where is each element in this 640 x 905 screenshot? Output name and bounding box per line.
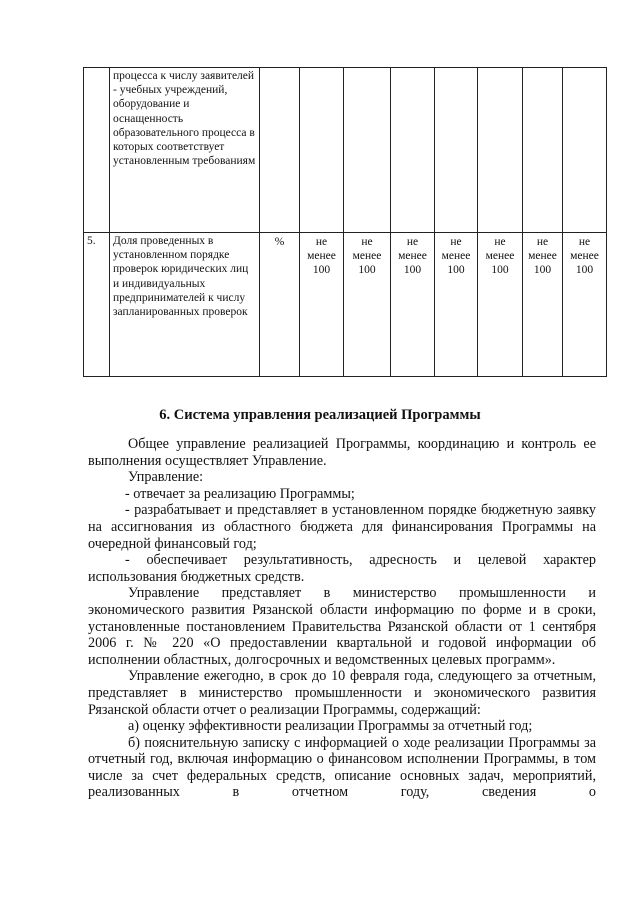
- section-body: [88, 436, 596, 801]
- section-title: 6. Система управления реализацией Программы: [159, 407, 481, 423]
- paragraph: а) оценку эффективности реализации Программы за отчетный год;: [128, 718, 533, 735]
- table-row: [84, 68, 607, 233]
- value-cell: не менее 100: [563, 233, 607, 377]
- indicator-name: процесса к числу заявителей - учебных учреждений, оборудование и оснащенность образовательного процесса в которых соответствует установленным требованиям: [110, 68, 260, 233]
- paragraph: - разрабатывает и представляет в установленном порядке бюджетную заявку на ассигнования из областного бюджета для финансирования Программы на очередной финансовый год;: [88, 502, 596, 552]
- value-cell: [300, 68, 344, 233]
- indicators-table: [83, 67, 607, 377]
- value-cell: не менее 100: [435, 233, 478, 377]
- indicator-unit: [260, 68, 300, 233]
- paragraph: - отвечает за реализацию Программы;: [125, 485, 355, 502]
- paragraph: б) пояснительную записку с информацией о ходе реализации Программы за отчетный год, включая информацию о финансовом исполнении Программы, в том числе за счет федеральных средств, описание основных задач, мероприятий, реализованных в отчетном году, сведения о: [88, 734, 596, 801]
- paragraph: Общее управление реализацией Программы, координацию и контроль ее выполнения осуществляет Управление.: [88, 436, 596, 469]
- value-cell: не менее 100: [391, 233, 435, 377]
- paragraph: - обеспечивает результативность, адресность и целевой характер использования бюджетных средств.: [88, 552, 596, 585]
- value-cell: не менее 100: [478, 233, 523, 377]
- row-number: [84, 68, 110, 233]
- paragraph: Управление представляет в министерство промышленности и экономического развития Рязанской области информацию по форме и в сроки, установленные постановлением Правительства Рязанской области от 1 сентября 2006 г. № 220 «О предоставлении квартальной и годовой информации об исполнении областных, долгосрочных и ведомственных целевых программ».: [88, 585, 596, 668]
- value-cell: [435, 68, 478, 233]
- table-row: [84, 233, 607, 377]
- paragraph: Управление ежегодно, в срок до 10 февраля года, следующего за отчетным, представляет в министерство промышленности и экономического развития Рязанской области отчет о реализации Программы, содержащий:: [88, 668, 596, 718]
- paragraph: Управление:: [128, 469, 204, 486]
- indicator-name: Доля проведенных в установленном порядке проверок юридических лиц и индивидуальных предпринимателей к числу запланированных проверок: [110, 233, 260, 377]
- value-cell: не менее 100: [300, 233, 344, 377]
- value-cell: [344, 68, 391, 233]
- value-cell: [478, 68, 523, 233]
- value-cell: [563, 68, 607, 233]
- value-cell: не менее 100: [344, 233, 391, 377]
- value-cell: не менее 100: [523, 233, 563, 377]
- value-cell: [523, 68, 563, 233]
- value-cell: [391, 68, 435, 233]
- row-number: 5.: [84, 233, 110, 377]
- indicator-unit: %: [260, 233, 300, 377]
